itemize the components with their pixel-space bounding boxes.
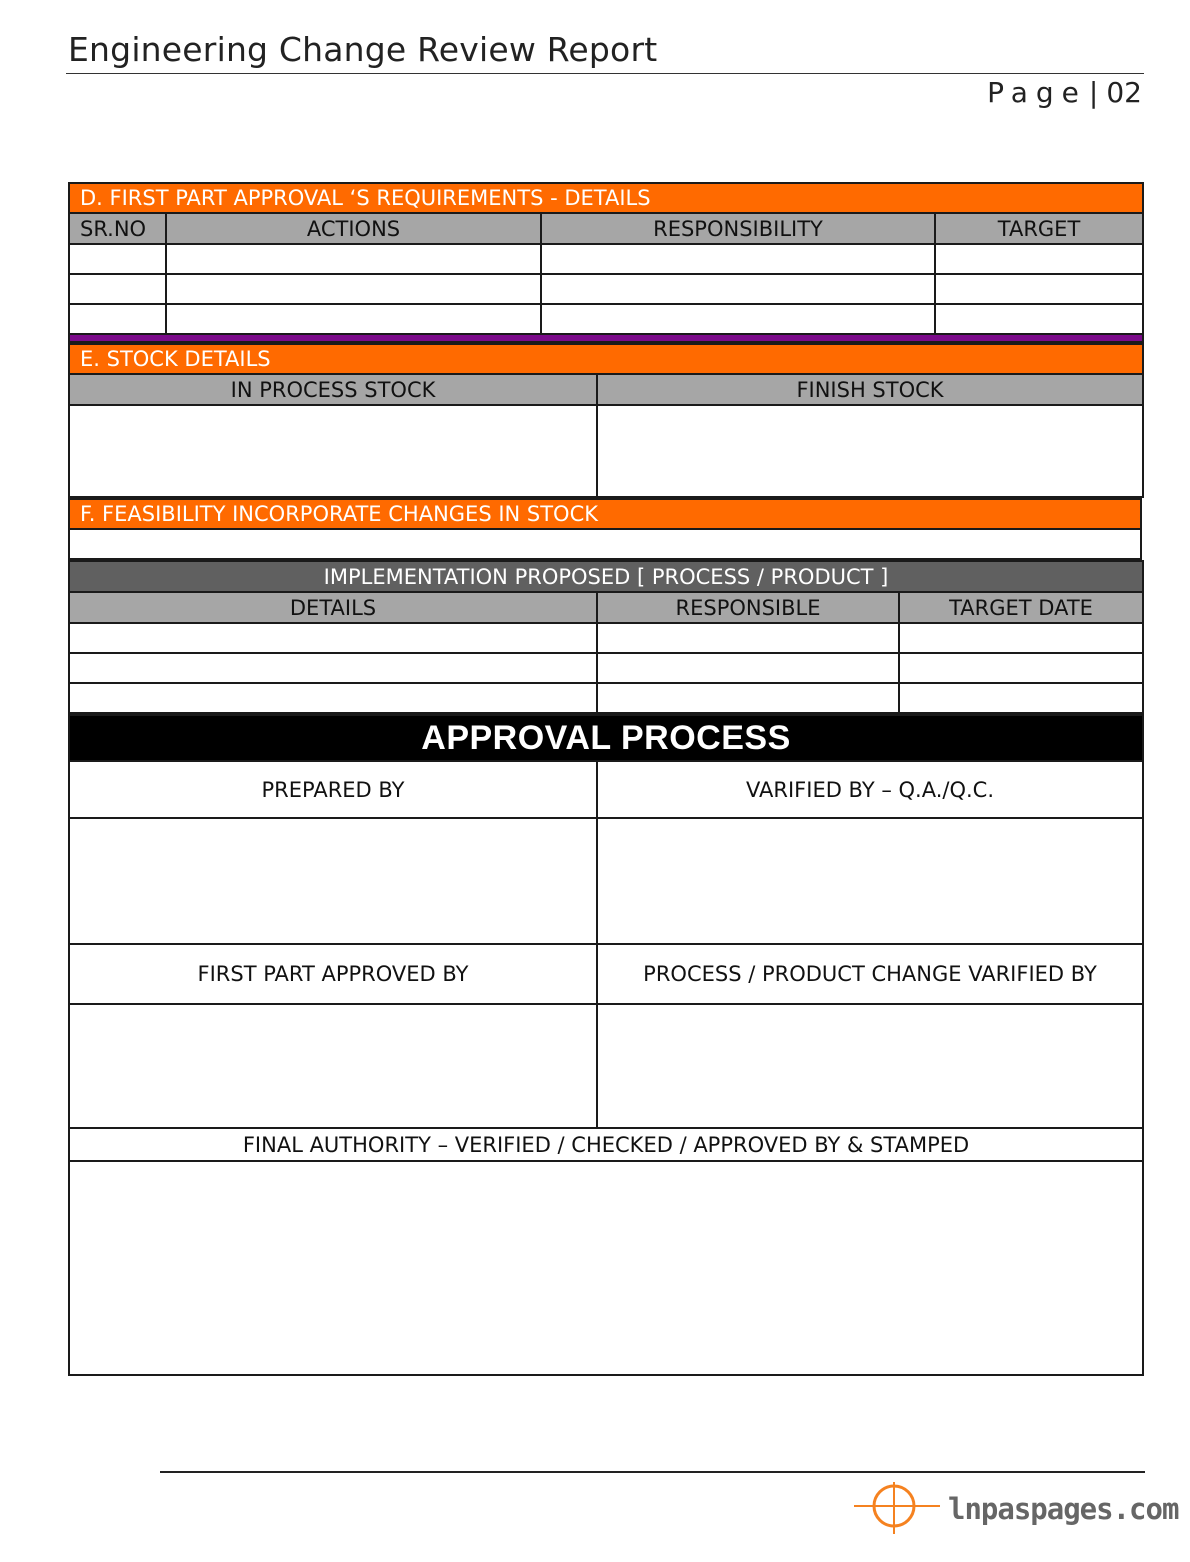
logo-text: lnpaspages.com [948,1492,1179,1526]
section-e-table [68,343,1144,498]
table-cell[interactable] [541,274,935,304]
table-row [69,304,1143,334]
table-cell[interactable] [69,653,597,683]
col-target: TARGET [935,213,1143,244]
table-cell[interactable] [597,623,899,653]
change-verified-by-label: PROCESS / PRODUCT CHANGE VARIFIED BY [597,944,1143,1004]
first-part-approved-by-label: FIRST PART APPROVED BY [69,944,597,1004]
verified-by-signature-field[interactable] [597,818,1143,944]
implementation-table [68,560,1144,714]
feasibility-field[interactable] [69,529,1141,559]
table-cell[interactable] [541,304,935,334]
page-separator: | [1088,76,1099,109]
col-details: DETAILS [69,592,597,623]
table-cell[interactable] [899,683,1143,713]
table-cell[interactable] [935,244,1143,274]
table-row [69,623,1143,653]
table-row [69,244,1143,274]
table-cell[interactable] [935,274,1143,304]
table-cell[interactable] [935,304,1143,334]
approval-table [68,714,1144,1376]
footer-rule [160,1471,1145,1473]
finish-stock-field[interactable] [597,405,1143,497]
table-cell[interactable] [541,244,935,274]
col-actions: ACTIONS [166,213,541,244]
table-cell[interactable] [166,244,541,274]
table-cell[interactable] [597,653,899,683]
table-cell[interactable] [69,304,166,334]
table-cell[interactable] [899,653,1143,683]
col-responsibility: RESPONSIBILITY [541,213,935,244]
col-responsible: RESPONSIBLE [597,592,899,623]
first-part-approved-signature-field[interactable] [69,1004,597,1128]
col-in-process-stock: IN PROCESS STOCK [69,374,597,405]
prepared-by-signature-field[interactable] [69,818,597,944]
in-process-stock-field[interactable] [69,405,597,497]
table-row [69,683,1143,713]
table-cell[interactable] [899,623,1143,653]
implementation-heading: IMPLEMENTATION PROPOSED [ PROCESS / PRODUCT ] [69,561,1143,592]
verified-by-label: VARIFIED BY – Q.A./Q.C. [597,761,1143,818]
table-cell[interactable] [166,304,541,334]
table-row [69,653,1143,683]
col-finish-stock: FINISH STOCK [597,374,1143,405]
table-cell[interactable] [597,683,899,713]
page-number-value: 02 [1106,76,1142,109]
section-d-heading: D. FIRST PART APPROVAL ‘S REQUIREMENTS - DETAILS [69,183,1143,213]
table-row [69,274,1143,304]
table-cell[interactable] [69,683,597,713]
change-verified-signature-field[interactable] [597,1004,1143,1128]
section-d-table [68,182,1144,343]
section-e-heading: E. STOCK DETAILS [69,344,1143,374]
table-cell[interactable] [69,623,597,653]
site-logo [852,1480,1179,1540]
table-cell[interactable] [69,244,166,274]
page-number [987,76,1142,109]
section-f-table [68,498,1142,560]
page-label: Page [987,76,1087,109]
final-authority-signature-field[interactable] [69,1161,1143,1375]
table-cell[interactable] [69,274,166,304]
title-rule [66,73,1144,74]
document-title: Engineering Change Review Report [68,30,658,69]
crosshair-logo-icon [852,1480,952,1540]
report-form [68,182,1142,1376]
table-cell[interactable] [166,274,541,304]
final-authority-label: FINAL AUTHORITY – VERIFIED / CHECKED / APPROVED BY & STAMPED [69,1128,1143,1161]
section-f-heading: F. FEASIBILITY INCORPORATE CHANGES IN STOCK [69,499,1141,529]
prepared-by-label: PREPARED BY [69,761,597,818]
purple-divider [69,334,1143,342]
col-target-date: TARGET DATE [899,592,1143,623]
approval-heading: APPROVAL PROCESS [69,715,1143,761]
col-sr-no: SR.NO [69,213,166,244]
